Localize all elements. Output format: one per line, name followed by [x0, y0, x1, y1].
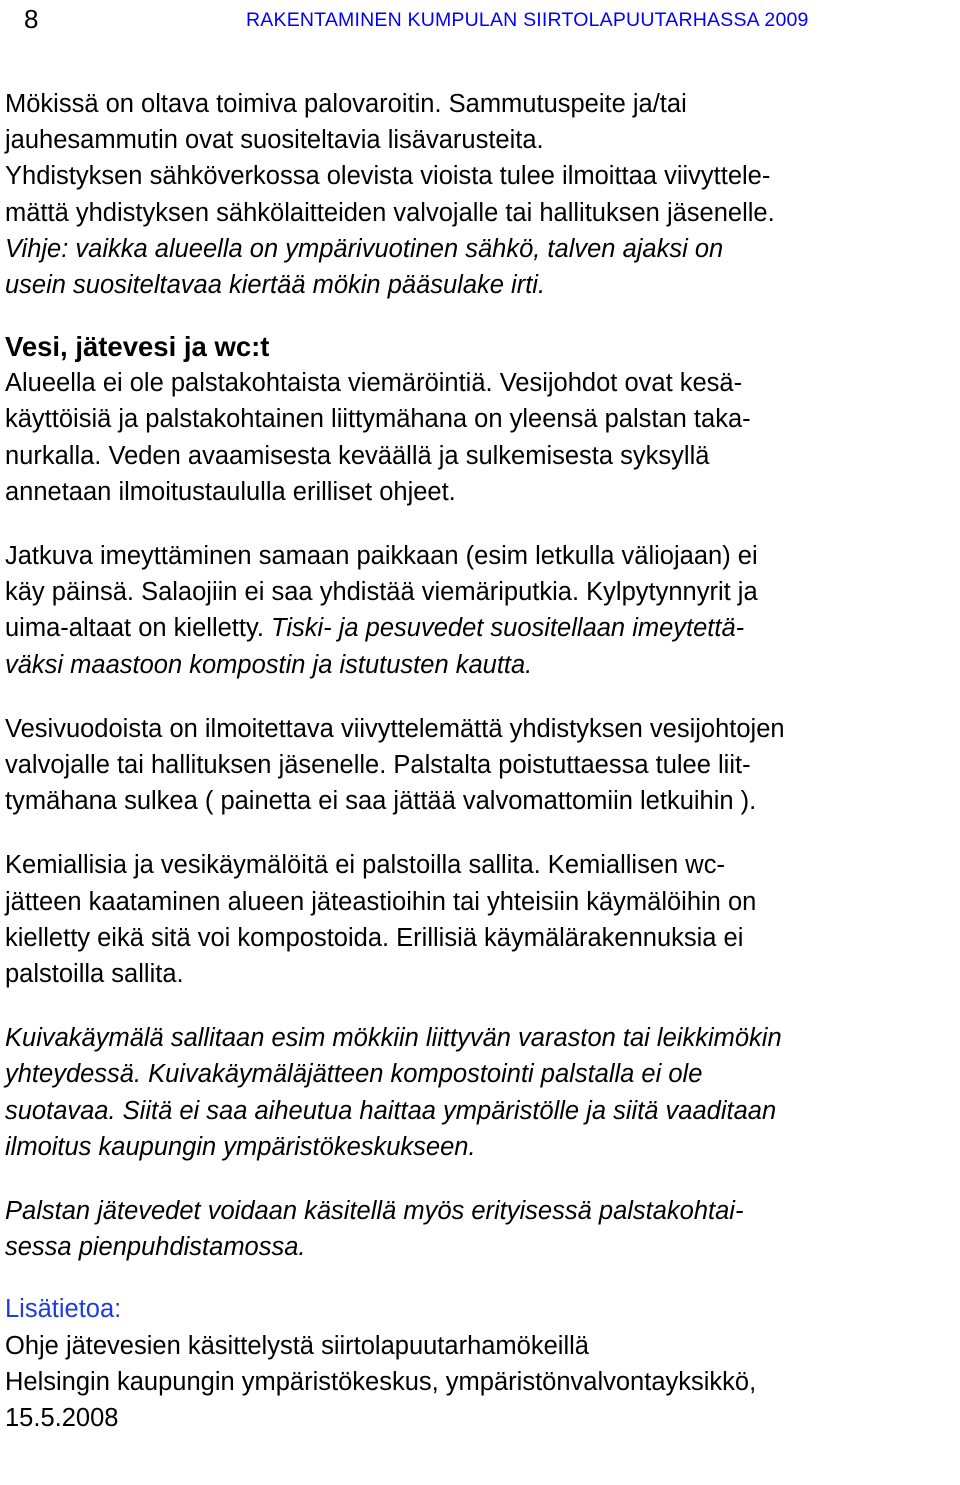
text-line-italic: väksi maastoon kompostin ja istutusten kautta.: [5, 650, 533, 679]
text-line-italic: yhteydessä. Kuivakäymäläjätteen kompostointi palstalla ei ole: [5, 1060, 703, 1089]
tip-line: Vihje: vaikka alueella on ympärivuotinen sähkö, talven ajaksi on: [5, 234, 724, 263]
paragraph-dry-toilets: [5, 1020, 955, 1165]
text-line: annetaan ilmoitustaululla erilliset ohjeet.: [5, 477, 456, 506]
paragraph-infiltration: [5, 538, 955, 683]
text-line: Jatkuva imeyttäminen samaan paikkaan (esim letkulla väliojaan) ei: [5, 542, 758, 571]
text-line: palstoilla sallita.: [5, 960, 184, 989]
text-line: Yhdistyksen sähköverkossa olevista vioista tulee ilmoittaa viivyttele-: [5, 162, 771, 191]
running-header: RAKENTAMINEN KUMPULAN SIIRTOLAPUUTARHASSA 2009: [246, 9, 809, 31]
text-line-italic: Kuivakäymälä sallitaan esim mökkiin liittyvän varaston tai leikkimökin: [5, 1024, 782, 1053]
paragraph-treatment: [5, 1193, 955, 1265]
text-line: kielletty eikä sitä voi kompostoida. Erillisiä käymälärakennuksia ei: [5, 923, 744, 952]
text-line: Mökissä on oltava toimiva palovaroitin. Sammutuspeite ja/tai: [5, 90, 687, 118]
text-line: Vesivuodoista on ilmoitettava viivyttelemättä yhdistyksen vesijohtojen: [5, 714, 785, 743]
paragraph-chemical-toilets: [5, 847, 955, 992]
text-line: 15.5.2008: [5, 1404, 119, 1433]
section-heading-water: Vesi, jätevesi ja wc:t: [5, 331, 270, 363]
text-line-italic: suotavaa. Siitä ei saa aiheutua haittaa ympäristölle ja siitä vaaditaan: [5, 1096, 777, 1125]
text-line: Alueella ei ole palstakohtaista viemäröintiä. Vesijohdot ovat kesä-: [5, 369, 743, 398]
text-line: käyttöisiä ja palstakohtainen liittymähana on yleensä palstan taka-: [5, 405, 751, 434]
text-line: tymähana sulkea ( painetta ei saa jättää valvomattomiin letkuihin ).: [5, 787, 757, 816]
text-line: jauhesammutin ovat suositeltavia lisävarusteita.: [5, 126, 544, 155]
text-line-italic: ilmoitus kaupungin ympäristökeskukseen.: [5, 1132, 476, 1161]
tip-line: usein suositeltavaa kiertää mökin pääsulake irti.: [5, 271, 546, 300]
paragraph-leaks: [5, 711, 955, 820]
text-line-italic: Palstan jätevedet voidaan käsitellä myös erityisessä palstakohtai-: [5, 1197, 744, 1226]
text-line: Helsingin kaupungin ympäristökeskus, ympäristönvalvontayksikkö,: [5, 1367, 757, 1396]
text-line: mättä yhdistyksen sähkölaitteiden valvojalle tai hallituksen jäsenelle.: [5, 198, 775, 227]
text-line-italic: Tiski- ja pesuvedet suositellaan imeytettä-: [270, 614, 745, 643]
text-line: jätteen kaataminen alueen jäteastioihin tai yhteisiin käymälöihin on: [5, 887, 757, 916]
text-line: käy päinsä. Salaojiin ei saa yhdistää viemäriputkia. Kylpytynnyrit ja: [5, 578, 758, 607]
document-body: [5, 86, 955, 1436]
section-fire-electric: [5, 86, 955, 303]
text-line: nurkalla. Veden avaamisesta keväällä ja sulkemisesta syksyllä: [5, 441, 710, 470]
more-info: [5, 1291, 955, 1436]
more-info-label: Lisätietoa:: [5, 1295, 122, 1324]
paragraph-sewerage: [5, 365, 955, 510]
text-line-italic: sessa pienpuhdistamossa.: [5, 1233, 306, 1262]
page-number: 8: [24, 4, 39, 34]
text-line: valvojalle tai hallituksen jäsenelle. Palstalta poistuttaessa tulee liit-: [5, 751, 751, 780]
text-line: Ohje jätevesien käsittelystä siirtolapuutarhamökeillä: [5, 1331, 589, 1360]
text-line: Kemiallisia ja vesikäymälöitä ei palstoilla sallita. Kemiallisen wc-: [5, 851, 725, 880]
text-line: uima-altaat on kielletty.: [5, 614, 271, 643]
